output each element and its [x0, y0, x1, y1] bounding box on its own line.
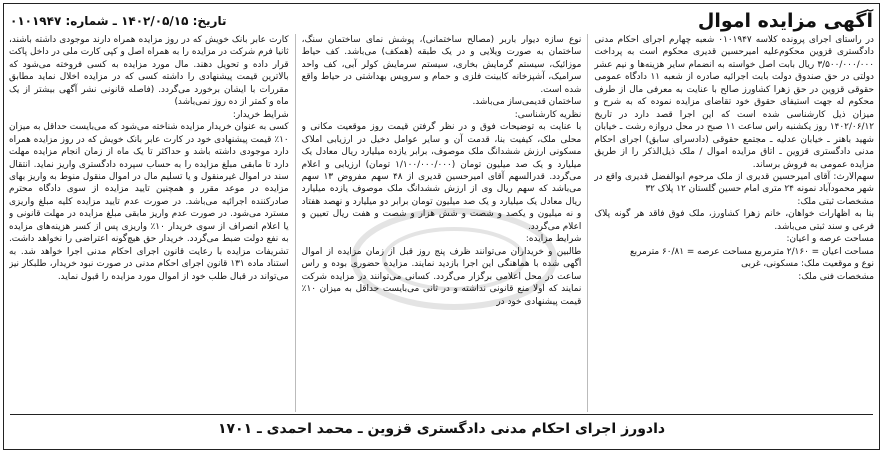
notice-footer: [10, 414, 873, 443]
text-column-middle: [302, 34, 582, 412]
date-and-number: تاریخ: ۱۴۰۲/۰۵/۱۵ ـ شماره: ۰۱۰۱۹۴۷: [10, 14, 227, 28]
notice-header: [10, 8, 873, 34]
column-text: کارت عابر بانک خویش که در روز مزایده همراه دارند موجودی داشته باشند، ثانیا فرم شرکت در مزایده را به همراه اصل و کپی کارت ملی در داخل پاکت قرار داده و تحویل دهند. مال مورد مزایده به کسی فروخته می‌شود که بالاترین قیمت پیشنهادی را داشته کسی که در مزایده اخلال نماید مطابق مقررات با ایشان برخورد می‌گردد. (فاصله قانونی نشر آگهی بیشتر از یک ماه و کمتر از ده روز نمی‌باشد) شرایط خریدار: کسی به عنوان خریدار مزایده شناخته می‌شود که می‌بایست حداقل به میزان ۱۰٪ قیمت پیشنهادی خود در کارت عابر بانک خویش که در روز مزایده همراه دارد موجودی داشته باشد و حداکثر تا یک ماه از زمان انجام مزایده مهلت دارد تا مابقی مبلغ مزایده را به حساب سپرده دادگستری واریز نماید. انتقال سند در اموال غیرمنقول و یا تسلیم مال در اموال منقول منوط به واریز بهای مزایده در موعد مقرر و همچنین تایید مزایده از سوی دادگاه محترم صادرکننده اجرائیه می‌باشد. در صورت عدم تایید مزایده کلیه مبلغ واریزی مسترد می‌شود. در صورت عدم واریز مابقی مبلغ مزایده در مهلت قانونی و یا اعلام انصراف از سوی خریدار ۱۰٪ واریزی پس از کسر هزینه‌های مزایده به نفع دولت ضبط می‌گردد. خریدار حق هیچ‌گونه اعتراضی را نخواهد داشت. تشریفات مزایده با رعایت قانون اجرای احکام مدنی اجرا خواهد شد. به استناد ماده ۱۳۱ قانون اجرای احکام مدنی در صورت نبود خریدار، طلبکار نیز می‌تواند در قبال طلب خود از اموال مورد مزایده را قبول نماید.: [8, 35, 289, 282]
notice-body: [9, 34, 874, 412]
column-text: نوع سازه دیوار باربر (مصالح ساختمانی)، پوشش نمای ساختمان سنگ، ساختمان به صورت ویلایی و در یک طبقه (همکف) می‌باشد. کف حیاط موزائیک، سیستم گرمایش بخاری، سیستم سرمایش کولر آبی، کف واحد سرامیک، آشپزخانه کابینت فلزی و حمام و سرویس بهداشتی در حیاط واقع شده است. ساختمان قدیمی‌ساز می‌باشد. نظریه کارشناسی: با عنایت به توضیحات فوق و در نظر گرفتن قیمت روز موقعیت مکانی و محلی ملک، کیفیت بنا، قدمت آن و سایر عوامل دخیل در ارزیابی املاک مسکونی ارزش ششدانگ ملک موصوف، برابر یازده میلیارد ریال معادل یک میلیارد و یک صد میلیون تومان (۱/۱۰۰/۰۰۰/۰۰۰ تومان) ارزیابی و اعلام می‌گردد. قدرالسهم آقای امیرحسین قدیری از ۴۸ سهم مفروض ۱۳ سهم می‌باشد که سهم ریال وی از ارزش ششدانگ ملک موصوف یازده میلیارد ریال معادل یک میلیارد و یک صد میلیون تومان برابر دو میلیارد و نهصد هفتاد و نه میلیون و یکصد و شصت و شش هزار و شصت و هفت ریال تعیین و اعلام می‌گردد. شرایط مزایده: طالبین و خریداران می‌توانند ظرف پنج روز قبل از زمان مزایده از اموال آگهی شده با هماهنگی این اجرا بازدید نمایند. مزایده حضوری بوده و راس ساعت در محل اعلامی برگزار می‌گردد. کسانی می‌توانند در مزایده شرکت نمایند که اولا منع قانونی نداشته و در ثانی می‌بایست حداقل به میزان ۱۰٪ قیمت پیشنهادی خود در: [301, 35, 582, 307]
text-column-left: [9, 34, 289, 412]
column-divider: [587, 34, 588, 412]
column-divider: [295, 34, 296, 412]
column-text: در راستای اجرای پرونده کلاسه ۰۱۰۱۹۴۷ شعبه چهارم اجرای احکام مدنی دادگستری قزوین محکوم‌علیه امیرحسین قدیری محکوم است به پرداخت ۳/۵۰۰/۰۰۰/۰۰۰ ریال بابت اصل خواسته به انضمام سایر هزینه‌ها و نیم عشر دولتی در حق صندوق دولت بابت اجرائیه صادره از شعبه ۱۱ دادگاه عمومی حقوقی قزوین در حق زهرا کشاورز صالح با عنایت به معرفی مال از طرف محکوم له جهت استیفای حقوق خود تقاضای مزایده نموده که به شرح و میزان ذیل کارشناسی شده است که این اجرا قصد دارد در تاریخ ۱۴۰۲/۰۶/۱۲ روز یکشنبه راس ساعت ۱۱ صبح در محل دروازه رشت ـ خیابان شهید باهنر ـ خیابان عدلیه ـ مجتمع حقوقی (دادسرای سابق) اجرای احکام مدنی دادگستری قزوین ـ اتاق مزایده اموال / ملک ذیل‌الذکر را از طریق مزایده عمومی به فروش برساند. سهم‌الارث: آقای امیرحسین قدیری از ملک مرحوم ابوالفضل قدیری واقع در شهر محمودآباد نمونه ۲۴ متری امام حسین گلستان ۱۲ پلاک ۳۲ مشخصات ثبتی ملک: بنا به اظهارات خواهان، خانم زهرا کشاورز، ملک فوق فاقد هر گونه پلاک فرعی و سند ثبتی می‌باشد. مساحت عرصه و اعیان: مساحت اعیان = ۲/۱۶۰ مترمربع مساحت عرصه = ۶۰/۸۱ مترمربع نوع و موقعیت ملک: مسکونی، غربی مشخصات فنی ملک:: [594, 35, 874, 282]
signature-line: دادورز اجرای احکام مدنی دادگستری قزوین ـ محمد احمدی ـ ۱۷۰۱: [217, 421, 666, 437]
notice-title: آگهی مزایده اموال: [697, 10, 873, 32]
text-column-right: [594, 34, 874, 412]
notice-page: [3, 3, 880, 450]
